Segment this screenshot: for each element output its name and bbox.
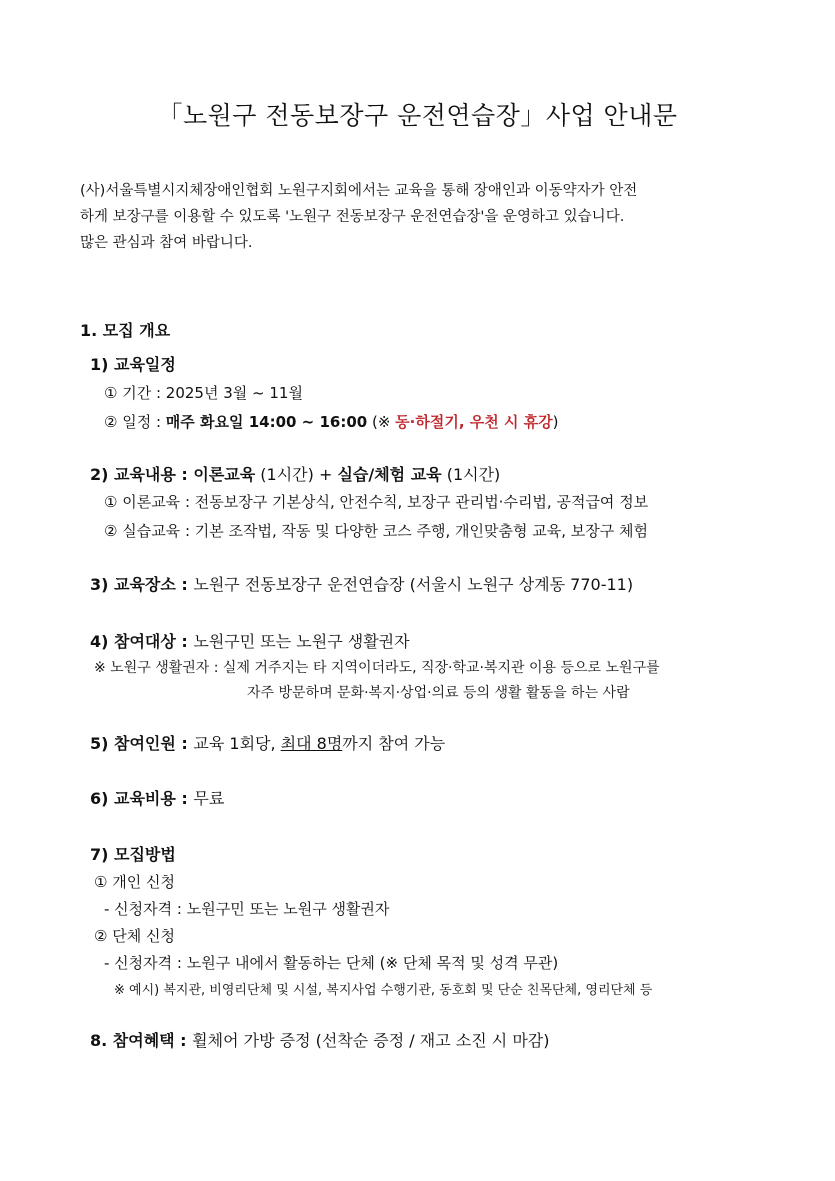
method-group: ② 단체 신청 (94, 927, 175, 945)
content-theory: 이론교육 (193, 465, 256, 484)
content-heading (90, 462, 500, 485)
schedule-time (104, 411, 559, 432)
target-note-line-2: 자주 방문하며 문화·복지·상업·의료 등의 생활 활동을 하는 사람 (247, 685, 630, 701)
benefit-heading: 8. 참여혜택 : (90, 1031, 193, 1050)
intro-line-2: 하게 보장구를 이용할 수 있도록 '노원구 전동보장구 운전연습장'을 운영하고 있습니다. (80, 209, 625, 225)
method-individual: ① 개인 신청 (94, 873, 175, 891)
schedule-note-close: ) (552, 413, 559, 431)
content-practice-hours: (1시간) (441, 465, 501, 484)
capacity-max: 최대 8명 (280, 734, 343, 753)
target-note-line-1: ※ 노원구 생활권자 : 실제 거주지는 타 지역이더라도, 직장·학교·복지관 이용 등으로 노원구를 (94, 660, 660, 676)
cost-value: 무료 (193, 789, 225, 808)
schedule-period: ① 기간 : 2025년 3월 ~ 11월 (104, 384, 303, 402)
method-group-example: ※ 예시) 복지관, 비영리단체 및 시설, 복지사업 수행기관, 동호회 및 단순 친목단체, 영리단체 등 (114, 983, 653, 998)
content-item-practice: ② 실습교육 : 기본 조작법, 작동 및 다양한 코스 주행, 개인맞춤형 교육, 보장구 체험 (104, 522, 648, 540)
schedule-time-value: 매주 화요일 14:00 ~ 16:00 (165, 413, 368, 431)
schedule-heading: 1) 교육일정 (90, 355, 176, 374)
place-row (90, 572, 633, 595)
capacity-suffix: 까지 참여 가능 (342, 734, 446, 753)
method-group-requirement: - 신청자격 : 노원구 내에서 활동하는 단체 (※ 단체 목적 및 성격 무관) (104, 954, 559, 972)
section-heading-overview: 1. 모집 개요 (80, 321, 171, 340)
capacity-heading: 5) 참여인원 : (90, 734, 194, 753)
target-value: 노원구민 또는 노원구 생활권자 (193, 632, 410, 651)
capacity-row (90, 731, 445, 754)
place-value: 노원구 전동보장구 운전연습장 (서울시 노원구 상계동 770-11) (193, 575, 634, 594)
content-practice: 실습/체험 교육 (337, 465, 442, 484)
page-title: 「노원구 전동보장구 운전연습장」사업 안내문 (157, 101, 678, 130)
method-individual-requirement: - 신청자격 : 노원구민 또는 노원구 생활권자 (104, 900, 390, 918)
place-heading: 3) 교육장소 : (90, 575, 194, 594)
schedule-time-prefix: ② 일정 : (104, 413, 166, 431)
schedule-note-open: (※ (367, 413, 396, 431)
content-item-theory: ① 이론교육 : 전동보장구 기본상식, 안전수칙, 보장구 관리법·수리법, 공적급여 정보 (104, 493, 649, 511)
schedule-closure-note: 동·하절기, 우천 시 휴강 (395, 413, 553, 431)
benefit-value: 휠체어 가방 증정 (선착순 증정 / 재고 소진 시 마감) (192, 1031, 550, 1050)
content-heading-label: 2) 교육내용 : (90, 465, 194, 484)
target-heading: 4) 참여대상 : (90, 632, 194, 651)
benefit-row (90, 1028, 549, 1051)
cost-row (90, 786, 224, 809)
intro-line-3: 많은 관심과 참여 바랍니다. (80, 235, 253, 251)
content-theory-hours: (1시간) + (255, 465, 338, 484)
capacity-prefix: 교육 1회당, (193, 734, 281, 753)
target-row (90, 629, 410, 652)
method-heading: 7) 모집방법 (90, 845, 176, 864)
cost-heading: 6) 교육비용 : (90, 789, 194, 808)
intro-paragraph (80, 178, 637, 256)
intro-line-1: (사)서울특별시지체장애인협회 노원구지회에서는 교육을 통해 장애인과 이동약자가 안전 (80, 183, 638, 199)
